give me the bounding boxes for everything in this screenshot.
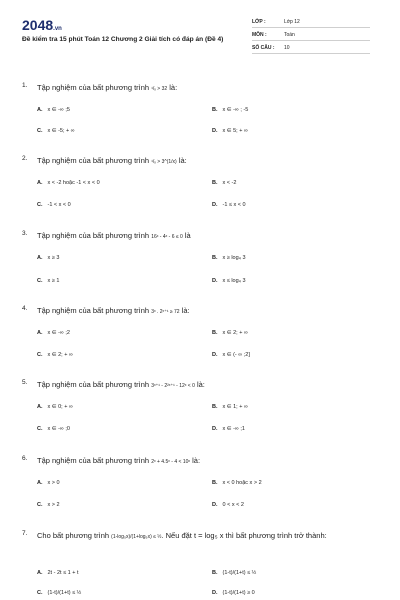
meta-value: Toán bbox=[284, 32, 295, 38]
option-letter: B. bbox=[212, 404, 218, 410]
question-suffix: là: bbox=[169, 83, 178, 92]
option-text: x ≤ log₄ 3 bbox=[222, 278, 246, 284]
question-text bbox=[37, 82, 382, 95]
site-logo[interactable] bbox=[22, 17, 62, 33]
option-text: (1-t)/(1+t) ≤ ½ bbox=[222, 570, 257, 576]
question-number: 4. bbox=[22, 305, 28, 312]
option-c[interactable] bbox=[37, 128, 75, 134]
question-number: 7. bbox=[22, 530, 28, 537]
option-letter: A. bbox=[37, 570, 43, 576]
option-text: x ≥ 3 bbox=[47, 255, 60, 261]
option-d[interactable] bbox=[212, 502, 244, 508]
option-letter: C. bbox=[37, 590, 43, 596]
option-text: x < 0 hoặc x > 2 bbox=[222, 480, 262, 486]
meta-key: LỚP : bbox=[252, 19, 266, 25]
option-text: x ∈ 2; + ∞ bbox=[47, 352, 73, 358]
option-text: x < -2 hoặc -1 < x < 0 bbox=[47, 180, 100, 186]
question-suffix: . Nếu đặt t = log₅ x thì bất phương trình trở thành: bbox=[161, 531, 327, 540]
option-letter: D. bbox=[212, 502, 218, 508]
question-text bbox=[37, 455, 382, 468]
option-letter: C. bbox=[37, 426, 43, 432]
option-c[interactable] bbox=[37, 426, 70, 432]
option-letter: A. bbox=[37, 255, 43, 261]
meta-row-count bbox=[252, 43, 370, 54]
option-d[interactable] bbox=[212, 128, 248, 134]
question-text bbox=[37, 530, 382, 543]
option-letter: B. bbox=[212, 107, 218, 113]
option-letter: B. bbox=[212, 480, 218, 486]
option-letter: A. bbox=[37, 180, 43, 186]
option-c[interactable] bbox=[37, 278, 59, 284]
option-text: (1-t)/(1+t) ≤ ½ bbox=[47, 590, 82, 596]
option-letter: B. bbox=[212, 255, 218, 261]
meta-value: Lớp 12 bbox=[284, 19, 300, 25]
option-a[interactable] bbox=[37, 330, 70, 336]
option-b[interactable] bbox=[212, 107, 248, 113]
option-letter: C. bbox=[37, 352, 43, 358]
question-stem: Tập nghiệm của bất phương trình bbox=[37, 456, 150, 465]
option-text: x ∈ -5; + ∞ bbox=[47, 128, 75, 134]
option-letter: C. bbox=[37, 202, 43, 208]
option-text: 0 < x < 2 bbox=[222, 502, 244, 508]
option-letter: B. bbox=[212, 330, 218, 336]
option-d[interactable] bbox=[212, 426, 245, 432]
question-stem: Tập nghiệm của bất phương trình bbox=[37, 231, 150, 240]
question-math: (1-log₅x)/(1+log₅x) ≤ ½ bbox=[111, 534, 162, 540]
option-letter: D. bbox=[212, 128, 218, 134]
option-letter: D. bbox=[212, 278, 218, 284]
option-letter: A. bbox=[37, 330, 43, 336]
option-a[interactable] bbox=[37, 404, 73, 410]
question-stem: Tập nghiệm của bất phương trình bbox=[37, 380, 150, 389]
option-letter: C. bbox=[37, 278, 43, 284]
question-math: ¹/ₓ > 3^(1/x) bbox=[151, 159, 177, 165]
option-text: x > 0 bbox=[47, 480, 60, 486]
option-text: x ∈ 1; + ∞ bbox=[222, 404, 248, 410]
option-letter: A. bbox=[37, 480, 43, 486]
option-text: x < -2 bbox=[222, 180, 237, 186]
option-b[interactable] bbox=[212, 404, 248, 410]
option-letter: D. bbox=[212, 426, 218, 432]
meta-row-subject bbox=[252, 30, 370, 41]
option-letter: C. bbox=[37, 128, 43, 134]
logo-suffix: .vn bbox=[53, 26, 62, 32]
meta-value: 10 bbox=[284, 45, 290, 51]
question-math: 3ˣ⁺¹ - 2²ˣ⁺¹ - 12ˣ < 0 bbox=[151, 383, 195, 389]
question-number: 5. bbox=[22, 379, 28, 386]
option-text: 2t - 2t ≤ 1 + t bbox=[47, 570, 79, 576]
question-stem: Tập nghiệm của bất phương trình bbox=[37, 156, 150, 165]
question-stem: Tập nghiệm của bất phương trình bbox=[37, 83, 150, 92]
option-text: -1 < x < 0 bbox=[47, 202, 71, 208]
option-letter: A. bbox=[37, 107, 43, 113]
option-text: x ∈ 0; + ∞ bbox=[47, 404, 73, 410]
question-math: 2ˣ + 4.5ˣ - 4 < 10ˣ bbox=[151, 459, 191, 465]
question-number: 6. bbox=[22, 455, 28, 462]
meta-panel bbox=[252, 17, 370, 56]
option-text: x ∈ -∞ ;0 bbox=[47, 426, 70, 432]
question-text bbox=[37, 379, 382, 392]
option-text: (1-t)/(1+t) ≥ 0 bbox=[222, 590, 255, 596]
option-b[interactable] bbox=[212, 480, 262, 486]
meta-key: SỐ CÂU : bbox=[252, 45, 275, 51]
option-text: x ∈ -∞ ;5 bbox=[47, 107, 70, 113]
option-text: x ∈ 5; + ∞ bbox=[222, 128, 248, 134]
option-letter: B. bbox=[212, 180, 218, 186]
option-letter: D. bbox=[212, 352, 218, 358]
question-text bbox=[37, 230, 382, 243]
option-text: x > 2 bbox=[47, 502, 60, 508]
question-suffix: là: bbox=[181, 306, 190, 315]
question-text bbox=[37, 305, 382, 318]
option-d[interactable] bbox=[212, 278, 246, 284]
page-title: Đề kiểm tra 15 phút Toán 12 Chương 2 Giải tích có đáp án (Đề 4) bbox=[22, 36, 224, 43]
option-text: x ≥ log₄ 3 bbox=[222, 255, 246, 261]
option-letter: B. bbox=[212, 570, 218, 576]
option-text: x ∈ -∞ ;2 bbox=[47, 330, 70, 336]
option-a[interactable] bbox=[37, 107, 70, 113]
option-a[interactable] bbox=[37, 180, 100, 186]
question-number: 1. bbox=[22, 82, 28, 89]
option-text: x ∈ (- ∞ ;2] bbox=[222, 352, 250, 358]
option-text: x ∈ 2; + ∞ bbox=[222, 330, 248, 336]
option-d[interactable] bbox=[212, 352, 250, 358]
option-b[interactable] bbox=[212, 255, 246, 261]
option-letter: D. bbox=[212, 202, 218, 208]
option-a[interactable] bbox=[37, 570, 79, 576]
option-c[interactable] bbox=[37, 590, 81, 596]
question-math: ¹/ₓ > 32 bbox=[151, 86, 168, 92]
question-number: 3. bbox=[22, 230, 28, 237]
option-d[interactable] bbox=[212, 590, 255, 596]
question-math: 16ˣ - 4ˣ - 6 ≤ 0 bbox=[151, 234, 183, 240]
option-text: x ∈ -∞ ; -5 bbox=[222, 107, 249, 113]
option-c[interactable] bbox=[37, 352, 73, 358]
option-text: x ∈ -∞ ;1 bbox=[222, 426, 245, 432]
question-stem: Tập nghiệm của bất phương trình bbox=[37, 306, 150, 315]
option-letter: A. bbox=[37, 404, 43, 410]
meta-row-class bbox=[252, 17, 370, 28]
option-text: -1 ≤ x < 0 bbox=[222, 202, 246, 208]
question-suffix: là: bbox=[196, 380, 205, 389]
option-b[interactable] bbox=[212, 330, 248, 336]
logo-text: 2048 bbox=[22, 17, 54, 33]
option-a[interactable] bbox=[37, 255, 59, 261]
option-c[interactable] bbox=[37, 502, 60, 508]
question-suffix: là: bbox=[192, 456, 201, 465]
option-b[interactable] bbox=[212, 570, 256, 576]
option-c[interactable] bbox=[37, 202, 71, 208]
question-suffix: là: bbox=[178, 156, 187, 165]
question-stem: Cho bất phương trình bbox=[37, 531, 110, 540]
question-math: 3ˣ . 2ˣ⁺¹ ≥ 72 bbox=[151, 309, 180, 315]
option-b[interactable] bbox=[212, 180, 236, 186]
option-a[interactable] bbox=[37, 480, 60, 486]
option-text: x ≥ 1 bbox=[47, 278, 60, 284]
meta-key: MÔN : bbox=[252, 32, 267, 38]
option-letter: C. bbox=[37, 502, 43, 508]
option-letter: D. bbox=[212, 590, 218, 596]
option-d[interactable] bbox=[212, 202, 246, 208]
question-suffix: là bbox=[184, 231, 191, 240]
question-text bbox=[37, 155, 382, 168]
question-number: 2. bbox=[22, 155, 28, 162]
